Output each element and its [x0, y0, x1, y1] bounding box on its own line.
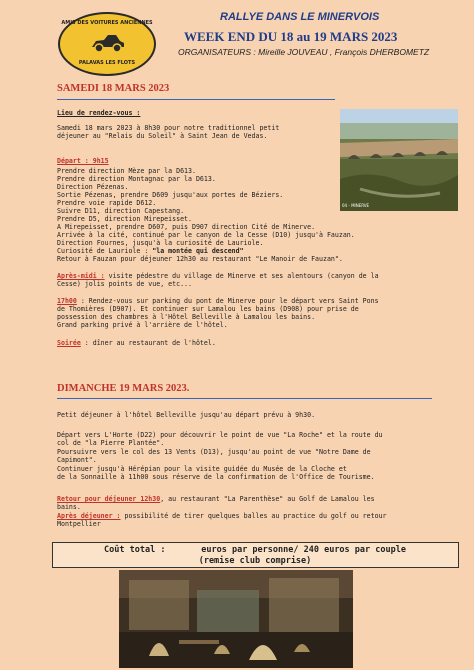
retour-text-2: bains. — [57, 503, 81, 511]
h17-text-2: de Thomières (D907). Et continuer sur Lamalou les bains (D908) pour prise de — [57, 305, 359, 313]
sunday-line-2: col de "la Pierre Plantée". — [57, 439, 165, 447]
apres-midi-text-1: visite pédestre du village de Minerve et ses alentours (canyon de la — [104, 272, 379, 280]
cost-line-2: (remise club comprise) — [198, 556, 312, 566]
club-logo — [58, 12, 156, 76]
sunday-line-4: Capimont". — [57, 456, 97, 464]
sunday-line-5: Continuer jusqu'à Hérépian pour la visite guidée du Musée de la Cloche et — [57, 465, 347, 473]
apres-dejeuner-text-2: Montpellier — [57, 520, 101, 528]
h17-text-4: Grand parking privé à l'arrière de l'hôtel. — [57, 321, 228, 329]
h17-label: 17h00 — [57, 297, 77, 305]
route-line-9: Arrivée à la cité, continué par le canyon de la Cesse (D10) jusqu'à Fauzan. — [57, 231, 355, 239]
apres-dejeuner-label: Après déjeuner : — [57, 512, 121, 520]
minerve-photo — [340, 109, 458, 211]
soiree-text: : dîner au restaurant de l'hôtel. — [80, 339, 216, 347]
car-icon — [90, 32, 126, 54]
route-line-6: Suivre D11, direction Capestang. — [57, 207, 185, 215]
logo-bottom-text: PALAVAS LES FLOTS — [78, 60, 136, 66]
montee-label: "la montée qui descend" — [152, 247, 244, 255]
rdv-line-2: déjeuner au "Relais du Soleil" à Saint Jean de Vedas. — [57, 132, 268, 140]
sunday-line-1: Départ vers L'Horte (D22) pour découvrir le point de vue "La Roche" et la route du — [57, 431, 383, 439]
depart-label: Départ : 9h15 — [57, 157, 109, 165]
route-line-3: Direction Pézenas. — [57, 183, 129, 191]
sunday-line-6: de la Sonnaille à 11h00 sous réserve de la confirmation de l'Office de Tourisme. — [57, 473, 375, 481]
h17-text-3: possession des chambres à l'Hôtel Belleville à Lamalou les bains. — [57, 313, 316, 321]
retour-text: , au restaurant "La Parenthèse" au Golf de Lamalou les — [160, 495, 375, 503]
sunday-rule — [57, 398, 432, 399]
cost-box — [52, 542, 459, 568]
route-line-11: Curiosité de Lauriole : — [57, 247, 153, 255]
photo-caption: 04 - MINERVE — [342, 203, 370, 208]
route-line-2: Prendre direction Montagnac par la D613. — [57, 175, 216, 183]
h17-text-1: : Rendez-vous sur parking du pont de Minerve pour le départ vers Saint Pons — [76, 297, 379, 305]
rally-dates: WEEK END DU 18 au 19 MARS 2023 — [184, 29, 398, 44]
organisers: ORGANISATEURS : Mireille JOUVEAU , François DHERBOMETZ — [178, 47, 430, 57]
route-line-5: Prendre voie rapide D612. — [57, 199, 157, 207]
rdv-line-1: Samedi 18 mars 2023 à 8h30 pour notre traditionnel petit — [57, 124, 280, 132]
route-line-10: Direction Fournes, jusqu'à la curiosité de Lauriole. — [57, 239, 264, 247]
sunday-intro: Petit déjeuner à l'hôtel Belleville jusqu'au départ prévu à 9h30. — [57, 411, 316, 419]
route-line-7: Prendre D5, direction Mirepeisset. — [57, 215, 192, 223]
route-line-4: Sortie Pézenas, prendre D609 jusqu'aux portes de Béziers. — [57, 191, 284, 199]
saturday-heading: SAMEDI 18 MARS 2023 — [57, 83, 170, 94]
saturday-rule — [57, 99, 335, 100]
retour-label: Retour pour déjeuner 12h30 — [57, 495, 161, 503]
logo-top-text: AMIS DES VOITURES ANCIENNES — [61, 20, 153, 26]
route-line-8: A Mirepeisset, prendre D607, puis D907 direction Cité de Minerve. — [57, 223, 316, 231]
sunday-line-3: Poursuivre vers le col des 13 Vents (D13), jusqu'au point de vue "Notre Dame de — [57, 448, 371, 456]
museum-photo — [119, 570, 353, 668]
apres-dejeuner-text: possibilité de tirer quelques balles au practice du golf ou retour — [120, 512, 387, 520]
sunday-heading-suffix: . — [186, 383, 190, 394]
route-line-1: Prendre direction Mèze par la D613. — [57, 167, 196, 175]
rdv-label: Lieu de rendez-vous : — [57, 109, 141, 117]
soiree-label: Soirée — [57, 339, 81, 347]
sunday-heading: DIMANCHE 19 MARS 2023 — [57, 383, 187, 394]
apres-midi-label: Après-midi : — [57, 272, 105, 280]
rally-title: RALLYE DANS LE MINERVOIS — [220, 11, 380, 23]
cost-line-1: Coût total : euros par personne/ 240 euros par couple — [104, 545, 406, 555]
lunch-line: Retour à Fauzan pour déjeuner 12h30 au restaurant "Le Manoir de Fauzan". — [57, 255, 343, 263]
apres-midi-text-2: Cesse) jolis points de vue, etc... — [57, 280, 192, 288]
